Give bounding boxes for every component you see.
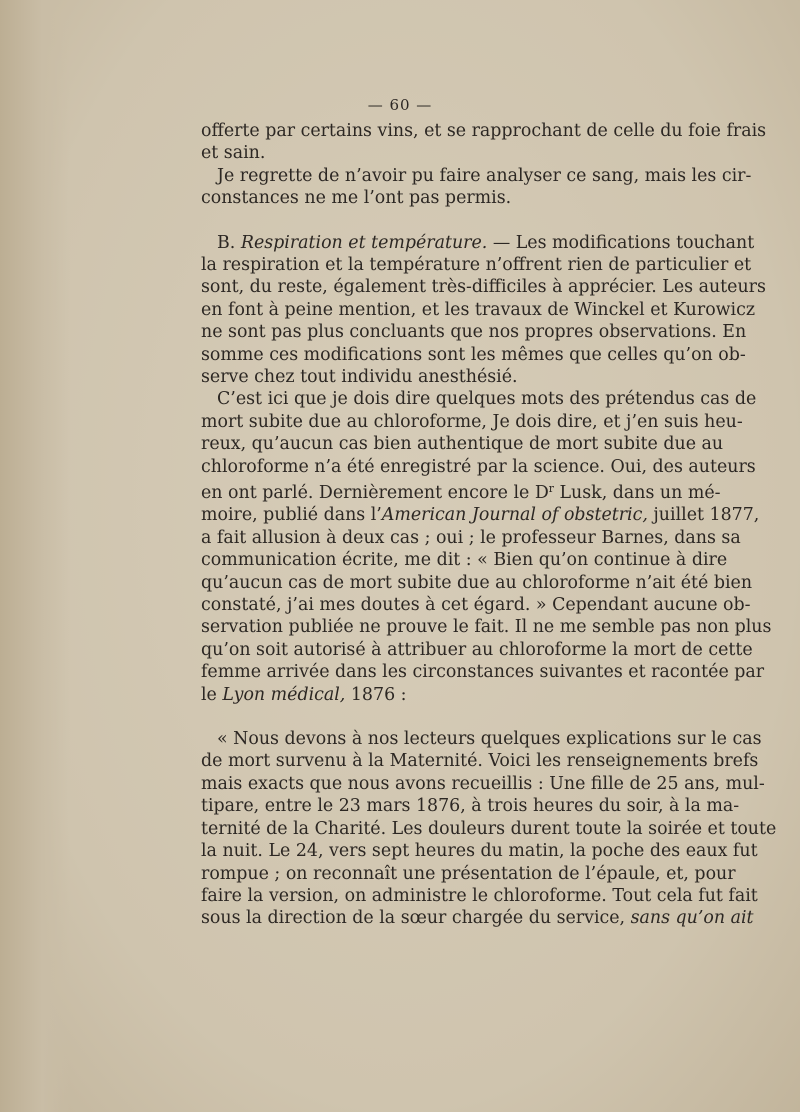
text-fragment: en ont parlé. Dernièrement encore le D — [201, 483, 549, 504]
text-line: et sain. — [201, 143, 266, 164]
text-line: rompue ; on reconnaît une présentation de l’épaule, et, pour — [201, 863, 736, 884]
text-line: qu’aucun cas de mort subite due au chloroforme n’ait été bien — [201, 572, 753, 593]
text-line-journal — [201, 504, 760, 526]
text-line-final — [201, 907, 754, 929]
text-line: ne sont pas plus concluants que nos propres observations. En — [201, 322, 747, 343]
text-line: mais exacts que nous avons recueillis : Une fille de 25 ans, mul- — [201, 773, 765, 794]
body-text — [201, 120, 777, 930]
text-line: qu’on soit autorisé à attribuer au chloroforme la mort de cette — [201, 639, 753, 660]
text-line: constaté, j’ai mes doutes à cet égard. » Cependant aucune ob- — [201, 595, 751, 616]
text-line: serve chez tout individu anesthésié. — [201, 367, 518, 388]
text-line: la respiration et la température n’offrent rien de particulier et — [201, 255, 752, 276]
journal-title: Lyon médical, — [222, 684, 346, 705]
text-line: mort subite due au chloroforme, Je dois dire, et j’en suis heu- — [201, 411, 743, 432]
text-line: ternité de la Charité. Les douleurs durent toute la soirée et toute — [201, 818, 777, 839]
text-line: communication écrite, me dit : « Bien qu’on continue à dire — [201, 550, 728, 571]
text-line: constances ne me l’ont pas permis. — [201, 188, 512, 209]
text-fragment: Lusk, dans un mé- — [553, 483, 721, 504]
text-line: faire la version, on administre le chloroforme. Tout cela fut fait — [201, 885, 758, 906]
paragraph-5-quotation — [201, 728, 777, 930]
text-line: chloroforme n’a été enregistré par la science. Oui, des auteurs — [201, 456, 756, 477]
text-fragment: Les modifications touchant — [515, 232, 755, 253]
section-label: B. — [217, 232, 236, 253]
paragraph-2 — [201, 165, 752, 210]
text-line: sont, du reste, également très-difficiles à apprécier. Les auteurs — [201, 277, 766, 298]
text-fragment: juillet 1877, — [647, 505, 760, 526]
text-fragment: sous la direction de la sœur chargée du service, — [201, 908, 631, 929]
page-binding-shadow — [0, 0, 70, 1112]
journal-title: American Journal of obstetric, — [381, 505, 648, 526]
text-line: offerte par certains vins, et se rapprochant de celle du foie frais — [201, 121, 767, 141]
text-line: C’est ici que je dois dire quelques mots des prétendus cas de — [217, 389, 757, 410]
text-line: la nuit. Le 24, vers sept heures du matin, la poche des eaux fut — [201, 841, 758, 862]
text-line: servation publiée ne prouve le fait. Il ne me semble pas non plus — [201, 617, 772, 638]
text-fragment: 1876 : — [345, 684, 407, 705]
paragraph-1 — [201, 120, 767, 165]
section-dash: — — [487, 232, 516, 253]
text-line: somme ces modifications sont les mêmes que celles qu’on ob- — [201, 344, 746, 365]
text-fragment: moire, publié dans l’ — [201, 505, 382, 526]
text-line-lyon — [201, 684, 704, 706]
text-line: reux, qu’aucun cas bien authentique de mort subite due au — [201, 434, 724, 455]
italic-phrase: sans qu’on ait — [630, 908, 754, 929]
page-number: — 60 — — [367, 96, 433, 114]
text-fragment: le — [201, 684, 223, 705]
superscript: r — [548, 482, 554, 496]
text-line: « Nous devons à nos lecteurs quelques explications sur le cas — [217, 729, 762, 750]
section-title: Respiration et température. — [240, 232, 488, 253]
text-line-dr-lusk — [201, 478, 721, 504]
text-line: tipare, entre le 23 mars 1876, à trois heures du soir, à la ma- — [201, 796, 740, 817]
paragraph-4 — [201, 388, 772, 706]
text-line: femme arrivée dans les circonstances suivantes et racontée par — [201, 662, 765, 683]
section-heading-line — [201, 232, 755, 254]
paragraph-3-section-b — [201, 232, 766, 389]
text-line: en font à peine mention, et les travaux de Winckel et Kurowicz — [201, 299, 756, 320]
text-line: de mort survenu à la Maternité. Voici les renseignements brefs — [201, 751, 759, 772]
text-line: a fait allusion à deux cas ; oui ; le professeur Barnes, dans sa — [201, 527, 741, 548]
text-line: Je regrette de n’avoir pu faire analyser ce sang, mais les cir- — [217, 165, 752, 186]
